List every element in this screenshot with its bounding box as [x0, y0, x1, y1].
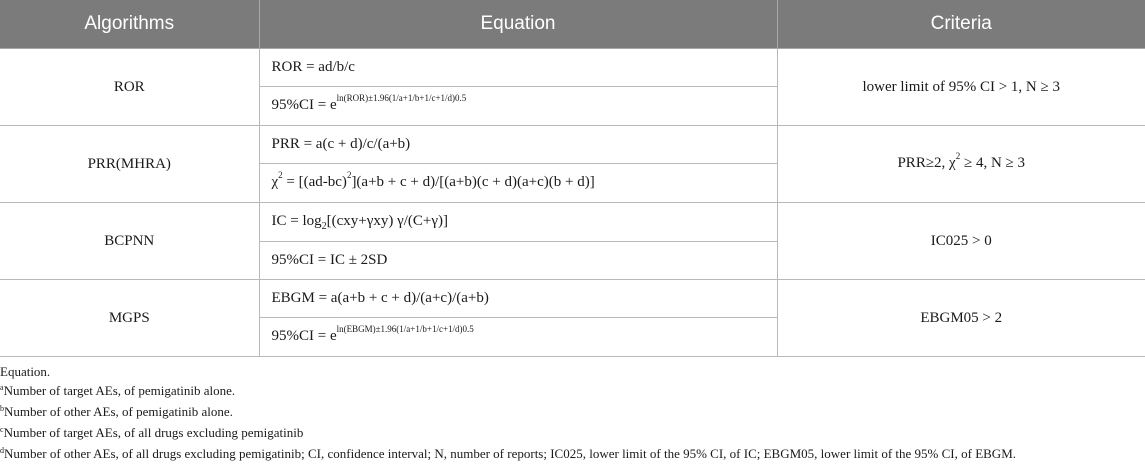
header-criteria: Criteria [777, 0, 1145, 49]
algorithm-ror: ROR [0, 49, 259, 126]
footnote-a: $^a$Number of target AEs, of pemigatinib alone. [0, 383, 236, 398]
equation-prr-1: PRR = a(c + d)/c/(a+b) [259, 126, 777, 164]
exponent: ln(ROR)±1.96(1/a+1/b+1/c+1/d)0.5 [336, 93, 467, 103]
criteria-bcpnn: IC025 > 0 [777, 203, 1145, 280]
footnote-b: $^b$Number of other AEs, of pemigatinib alone. [0, 404, 233, 419]
equation-mgps-1: EBGM = a(a+b + c + d)/(a+c)/(a+b) [259, 280, 777, 318]
footnote-c: $^c$Number of target AEs, of all drugs excluding pemigatinib [0, 425, 304, 440]
equation-bcpnn-1: IC = $\log_2[(cxy+\gamma xy)$ γ/(C+γ)] [259, 203, 777, 242]
algorithm-mgps: MGPS [0, 280, 259, 357]
table-row-bcpnn [0, 203, 1145, 242]
criteria-prr: PRR≥2, $\chi^2 \ge 4$, N ≥ 3 [777, 126, 1145, 203]
criteria-mgps: EBGM05 > 2 [777, 280, 1145, 357]
table-header-row [0, 0, 1145, 49]
exponent: ln(EBGM)±1.96(1/a+1/b+1/c+1/d)0.5 [336, 324, 474, 334]
header-algorithms: Algorithms [0, 0, 259, 49]
equation-mgps-2: $95\%CI = e^{ln(EBGM)\pm 1.96(1/a+1/b+1/c+1/d)0.5}$ [259, 318, 777, 357]
equation-bcpnn-2: 95%CI = IC ± 2SD [259, 242, 777, 280]
footnote-title: Equation. [0, 364, 51, 379]
table-row-mgps [0, 280, 1145, 318]
criteria-ror: lower limit of 95% CI > 1, N ≥ 3 [777, 49, 1145, 126]
header-equation: Equation [259, 0, 777, 49]
algorithm-bcpnn: BCPNN [0, 203, 259, 280]
footnote-d: $^d$Number of other AEs, of all drugs excluding pemigatinib; CI, confidence interval; N, number of reports; IC025, lower limit of the 95% CI, of IC; EBGM05, lower limit of the 95% CI, of EBGM. [0, 446, 1017, 461]
table-footnotes [0, 362, 1016, 465]
table-row-ror [0, 49, 1145, 87]
equation-ror-1: ROR = ad/b/c [259, 49, 777, 87]
equation-prr-2: $\chi^2 = [(ad-bc)^2](a+b + c + d)/[(a+b)(c + d)(a+c)(b + d)]$ [259, 164, 777, 203]
equation-ror-2: $95\%CI = e^{ln(ROR)\pm 1.96(1/a+1/b+1/c+1/d)0.5}$ [259, 87, 777, 126]
algorithm-prr: PRR(MHRA) [0, 126, 259, 203]
table-row-prr [0, 126, 1145, 164]
